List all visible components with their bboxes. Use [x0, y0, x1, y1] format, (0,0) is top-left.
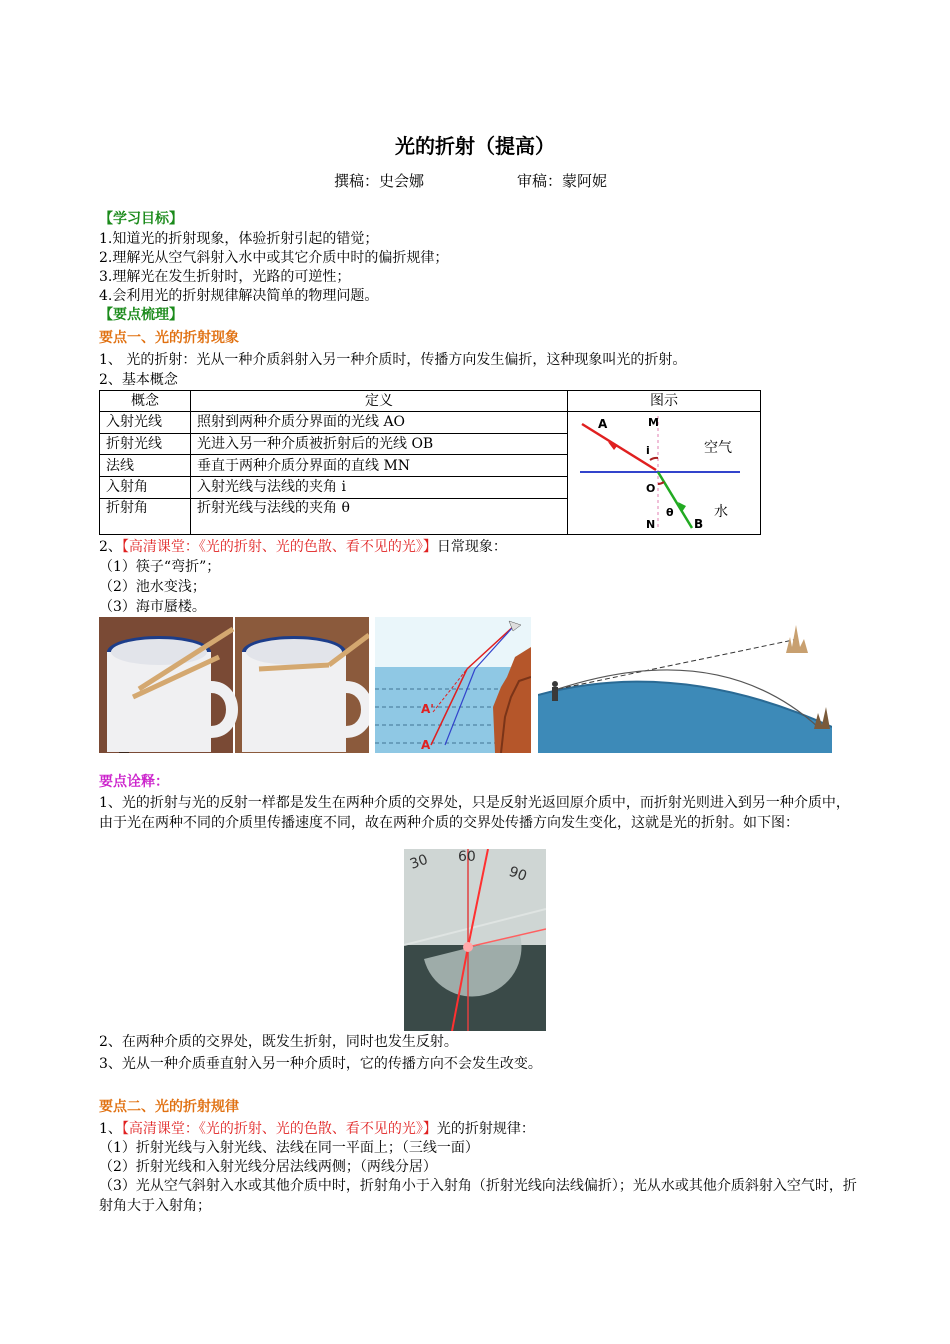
- table-cell: 折射光线与法线的夹角 θ: [191, 498, 568, 534]
- hd-class-link-2[interactable]: 【高清课堂：《光的折射、光的色散、看不见的光》】: [121, 1121, 437, 1137]
- key-points-heading: 【要点梳理】: [99, 307, 183, 323]
- goal-item: 1.知道光的折射现象，体验折射引起的错觉；: [99, 231, 379, 247]
- label-N: N: [646, 518, 656, 531]
- notes-paragraph-1: 1、光的折射与光的反射一样都是发生在两种介质的交界处，只是反射光返回原介质中，而折射光则进入到另一种介质中，由于光在两种不同的介质里传播速度不同，故在两种介质的交界处传播方向发生变化，这就是光的折射。如下图：: [99, 795, 850, 831]
- table-cell: 折射角: [100, 498, 191, 534]
- label-A: A: [598, 417, 608, 431]
- label-i: i: [646, 444, 650, 457]
- table-header: 图示: [568, 391, 761, 412]
- table-cell: 入射光线: [100, 412, 191, 434]
- phenomenon-item: （2）池水变浅；: [99, 579, 206, 595]
- dial-90: 90: [506, 863, 529, 885]
- label-water: 水: [714, 504, 728, 520]
- refraction-diagram: [568, 412, 760, 534]
- table-header: 定义: [191, 391, 568, 412]
- point2-heading: 要点二、光的折射规律: [99, 1099, 239, 1115]
- concepts-table: [99, 390, 761, 535]
- table-cell: 照射到两种介质分界面的光线 AO: [191, 412, 568, 434]
- refraction-diagram-cell: [568, 412, 761, 535]
- label-O: O: [646, 482, 656, 495]
- label-theta: θ: [666, 506, 674, 519]
- author-writer: 撰稿：史会娜: [334, 172, 425, 190]
- page-title: 光的折射（提高）: [395, 134, 555, 158]
- pool-depth-diagram: [375, 617, 531, 753]
- rule-item: （1）折射光线与入射光线、法线在同一平面上；（三线一面）: [99, 1140, 479, 1156]
- phenomenon-item: （3）海市蜃楼。: [99, 599, 206, 615]
- mirage-diagram: [538, 617, 832, 753]
- table-cell: 垂直于两种介质分界面的直线 MN: [191, 455, 568, 477]
- table-header: 概念: [100, 391, 191, 412]
- table-cell: 光进入另一种介质被折射后的光线 OB: [191, 433, 568, 455]
- table-cell: 入射角: [100, 477, 191, 499]
- learning-goals-heading: 【学习目标】: [99, 211, 183, 227]
- label-a: A: [421, 738, 431, 752]
- refraction-demo-photo: [404, 849, 546, 1031]
- rule-item: （3）光从空气斜射入水或其他介质中时，折射角小于入射角（折射光线向法线偏折）；光从水或其他介质斜射入空气时，折射角大于入射角；: [99, 1178, 857, 1214]
- notes-paragraph-2: 2、在两种介质的交界处，既发生折射，同时也发生反射。: [99, 1034, 458, 1050]
- table-cell: 入射光线与法线的夹角 i: [191, 477, 568, 499]
- table-cell: 折射光线: [100, 433, 191, 455]
- goal-item: 4.会利用光的折射规律解决简单的物理问题。: [99, 288, 379, 304]
- table-cell: 法线: [100, 455, 191, 477]
- notes-paragraph-3: 3、光从一种介质垂直射入另一种介质时，它的传播方向不会发生改变。: [99, 1056, 542, 1072]
- goal-item: 2.理解光从空气斜射入水中或其它介质中时的偏折规律；: [99, 250, 449, 266]
- hd-class-line-2: 1、【高清课堂：《光的折射、光的色散、看不见的光》】光的折射规律：: [99, 1121, 535, 1137]
- dial-30: 30: [407, 851, 431, 873]
- label-B: B: [694, 517, 704, 531]
- goal-item: 3.理解光在发生折射时，光路的可逆性；: [99, 269, 351, 285]
- hd-class-line: 2、【高清课堂：《光的折射、光的色散、看不见的光》】日常现象：: [99, 539, 507, 555]
- author-reviewer: 审稿：蒙阿妮: [517, 172, 608, 190]
- basic-concepts-label: 2、基本概念: [99, 372, 178, 388]
- hd-class-link[interactable]: 【高清课堂：《光的折射、光的色散、看不见的光》】: [121, 539, 437, 555]
- dial-60: 60: [458, 849, 476, 865]
- refraction-definition: 1、 光的折射：光从一种介质斜射入另一种介质时，传播方向发生偏折，这种现象叫光的折射。: [99, 352, 687, 368]
- label-air: 空气: [704, 440, 732, 456]
- rule-item: （2）折射光线和入射光线分居法线两侧；（两线分居）: [99, 1159, 437, 1175]
- point1-heading: 要点一、光的折射现象: [99, 330, 239, 346]
- phenomenon-item: （1）筷子“弯折”；: [99, 559, 221, 575]
- chopstick-photo: [99, 617, 369, 753]
- label-a-prime: A': [421, 702, 434, 716]
- label-M: M: [648, 416, 659, 429]
- notes-heading: 要点诠释：: [99, 774, 169, 790]
